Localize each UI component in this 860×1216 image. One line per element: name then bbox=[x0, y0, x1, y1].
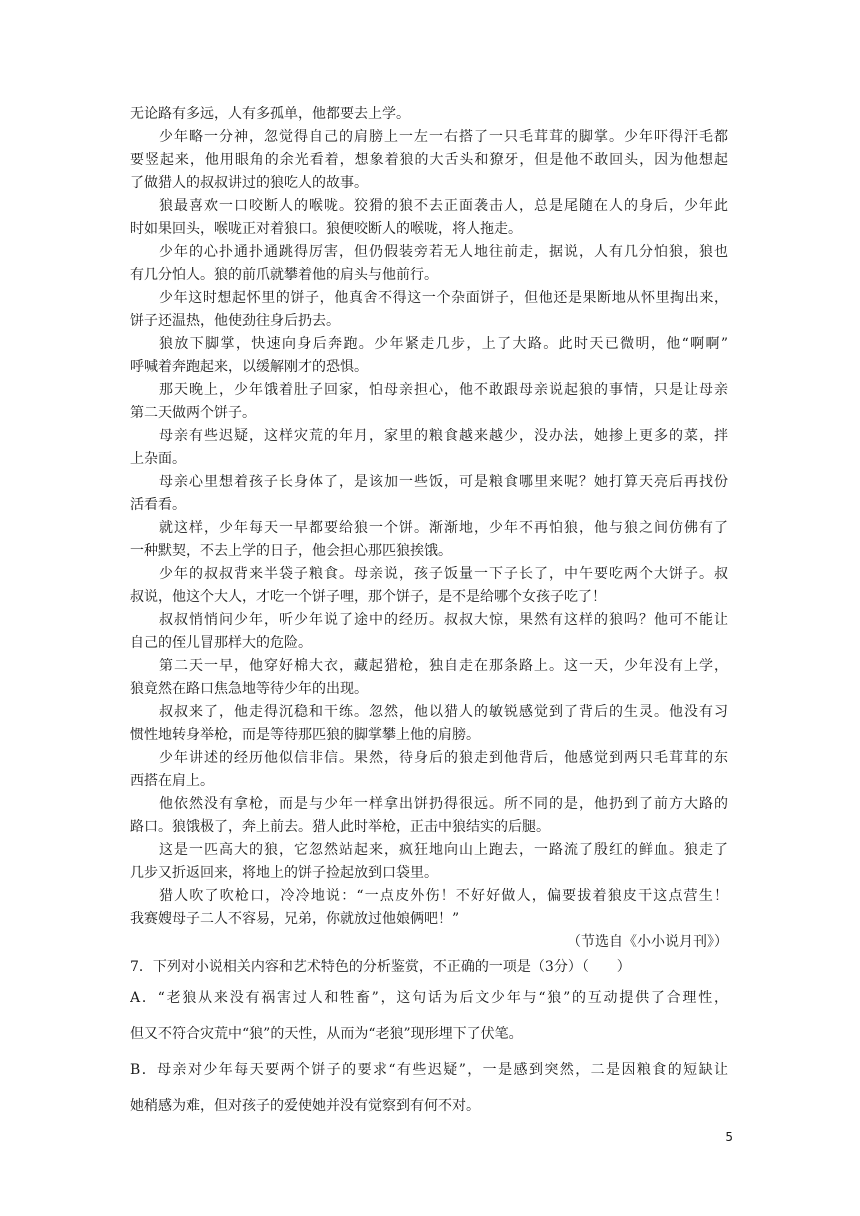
story-line: 少年略一分神，忽觉得自己的肩膀上一左一右搭了一只毛茸茸的脚掌。少年吓得汗毛都 bbox=[159, 129, 728, 145]
question-7 bbox=[130, 954, 728, 1124]
story-line: 第二天一早，他穿好棉大衣，藏起猎枪，独自走在那条路上。这一天，少年没有上学， bbox=[159, 658, 728, 674]
story-line: 我赛嫂母子二人不容易，兄弟，你就放过他娘俩吧！” bbox=[130, 911, 460, 927]
story-line: 少年讲述的经历他似信非信。果然，待身后的狼走到他背后，他感觉到两只毛茸茸的东 bbox=[159, 750, 728, 766]
question-options bbox=[130, 980, 728, 1124]
story-line: 路口。狼饿极了，奔上前去。猎人此时举枪，正击中狼结实的后腿。 bbox=[130, 819, 550, 835]
story-line: 叔叔来了，他走得沉稳和干练。忽然，他以猎人的敏锐感觉到了背后的生灵。他没有习 bbox=[159, 704, 728, 720]
story-line: 少年的叔叔背来半袋子粮食。母亲说，孩子饭量一下子长了，中午要吃两个大饼子。叔 bbox=[159, 566, 728, 582]
story-line: 叔叔悄悄问少年，听少年说了途中的经历。叔叔大惊，果然有这样的狼吗？他可不能让 bbox=[159, 612, 728, 628]
story-line: 时如果回头，喉咙正对着狼口。狼便咬断人的喉咙，将人拖走。 bbox=[130, 221, 522, 237]
story-line: 几步又折返回来，将地上的饼子捡起放到口袋里。 bbox=[130, 865, 438, 881]
option-a-line-1: A．“老狼从来没有祸害过人和牲畜”，这句话为后文少年与“狼”的互动提供了合理性， bbox=[130, 990, 728, 1006]
story-line: 他依然没有拿枪，而是与少年一样拿出饼扔得很远。所不同的是，他扔到了前方大路的 bbox=[159, 796, 728, 812]
story-line: 活看看。 bbox=[130, 497, 186, 513]
story-line: 那天晚上，少年饿着肚子回家，怕母亲担心，他不敢跟母亲说起狼的事情，只是让母亲 bbox=[159, 382, 728, 398]
story-line: 狼竟然在路口焦急地等待少年的出现。 bbox=[130, 681, 368, 697]
story-line: 饼子还温热，他使劲往身后扔去。 bbox=[130, 313, 340, 329]
story-line: 叔说，他这个大人，才吃一个饼子哩，那个饼子，是不是给哪个女孩子吃了！ bbox=[130, 589, 606, 605]
story-line: 这是一匹高大的狼，它忽然站起来，疯狂地向山上跑去，一路流了殷红的鲜血。狼走了 bbox=[159, 842, 728, 858]
option-b-line-1: B．母亲对少年每天要两个饼子的要求“有些迟疑”，一是感到突然，二是因粮食的短缺让 bbox=[130, 1062, 728, 1078]
story-line: 猎人吹了吹枪口，冷冷地说：“一点皮外伤！不好好做人，偏要拔着狼皮干这点营生！ bbox=[159, 888, 728, 904]
story-line: 狼最喜欢一口咬断人的喉咙。狡猾的狼不去正面袭击人，总是尾随在人的身后，少年此 bbox=[159, 198, 728, 214]
option-b-line-2: 她稍感为难，但对孩子的爱使她并没有觉察到有何不对。 bbox=[130, 1098, 480, 1114]
story-text bbox=[130, 103, 728, 931]
question-stem: 7．下列对小说相关内容和艺术特色的分析鉴赏，不正确的一项是（3分）（ ） bbox=[130, 959, 631, 975]
story-line: 少年的心扑通扑通跳得厉害，但仍假装旁若无人地往前走，据说，人有几分怕狼，狼也 bbox=[159, 244, 728, 260]
story-line: 无论路有多远，人有多孤单，他都要去上学。 bbox=[130, 106, 410, 122]
story-line: 少年这时想起怀里的饼子，他真舍不得这一个杂面饼子，但他还是果断地从怀里掏出来， bbox=[159, 290, 728, 306]
story-line: 母亲心里想着孩子长身体了，是该加一些饭，可是粮食哪里来呢？她打算天亮后再找份 bbox=[159, 474, 728, 490]
page-number: 5 bbox=[725, 1130, 733, 1144]
story-line: 西搭在肩上。 bbox=[130, 773, 214, 789]
story-line: 要竖起来，他用眼角的余光看着，想象着狼的大舌头和獠牙，但是他不敢回头，因为他想起 bbox=[130, 152, 728, 168]
story-line: 上杂面。 bbox=[130, 451, 186, 467]
story-line: 了做猎人的叔叔讲过的狼吃人的故事。 bbox=[130, 175, 368, 191]
story-line: 惯性地转身举枪，而是等待那匹狼的脚掌攀上他的肩膀。 bbox=[130, 727, 480, 743]
story-line: 就这样，少年每天一早都要给狼一个饼。渐渐地，少年不再怕狼，他与狼之间仿佛有了 bbox=[159, 520, 728, 536]
story-line: 自己的侄儿冒那样大的危险。 bbox=[130, 635, 312, 651]
story-line: 一种默契，不去上学的日子，他会担心那匹狼挨饿。 bbox=[130, 543, 452, 559]
story-body bbox=[130, 103, 728, 1124]
story-line: 有几分怕人。狼的前爪就攀着他的肩头与他前行。 bbox=[130, 267, 438, 283]
story-line: 狼放下脚掌，快速向身后奔跑。少年紧走几步，上了大路。此时天已微明，他“啊啊” bbox=[159, 336, 728, 352]
source-citation: （节选自《小小说月刊》） bbox=[567, 934, 728, 950]
option-a-line-2: 但又不符合灾荒中“狼”的天性，从而为“老狼”现形埋下了伏笔。 bbox=[130, 1026, 523, 1042]
story-line: 母亲有些迟疑，这样灾荒的年月，家里的粮食越来越少，没办法，她掺上更多的菜，拌 bbox=[159, 428, 728, 444]
story-line: 第二天做两个饼子。 bbox=[130, 405, 256, 421]
story-line: 呼喊着奔跑起来，以缓解刚才的恐惧。 bbox=[130, 359, 368, 375]
